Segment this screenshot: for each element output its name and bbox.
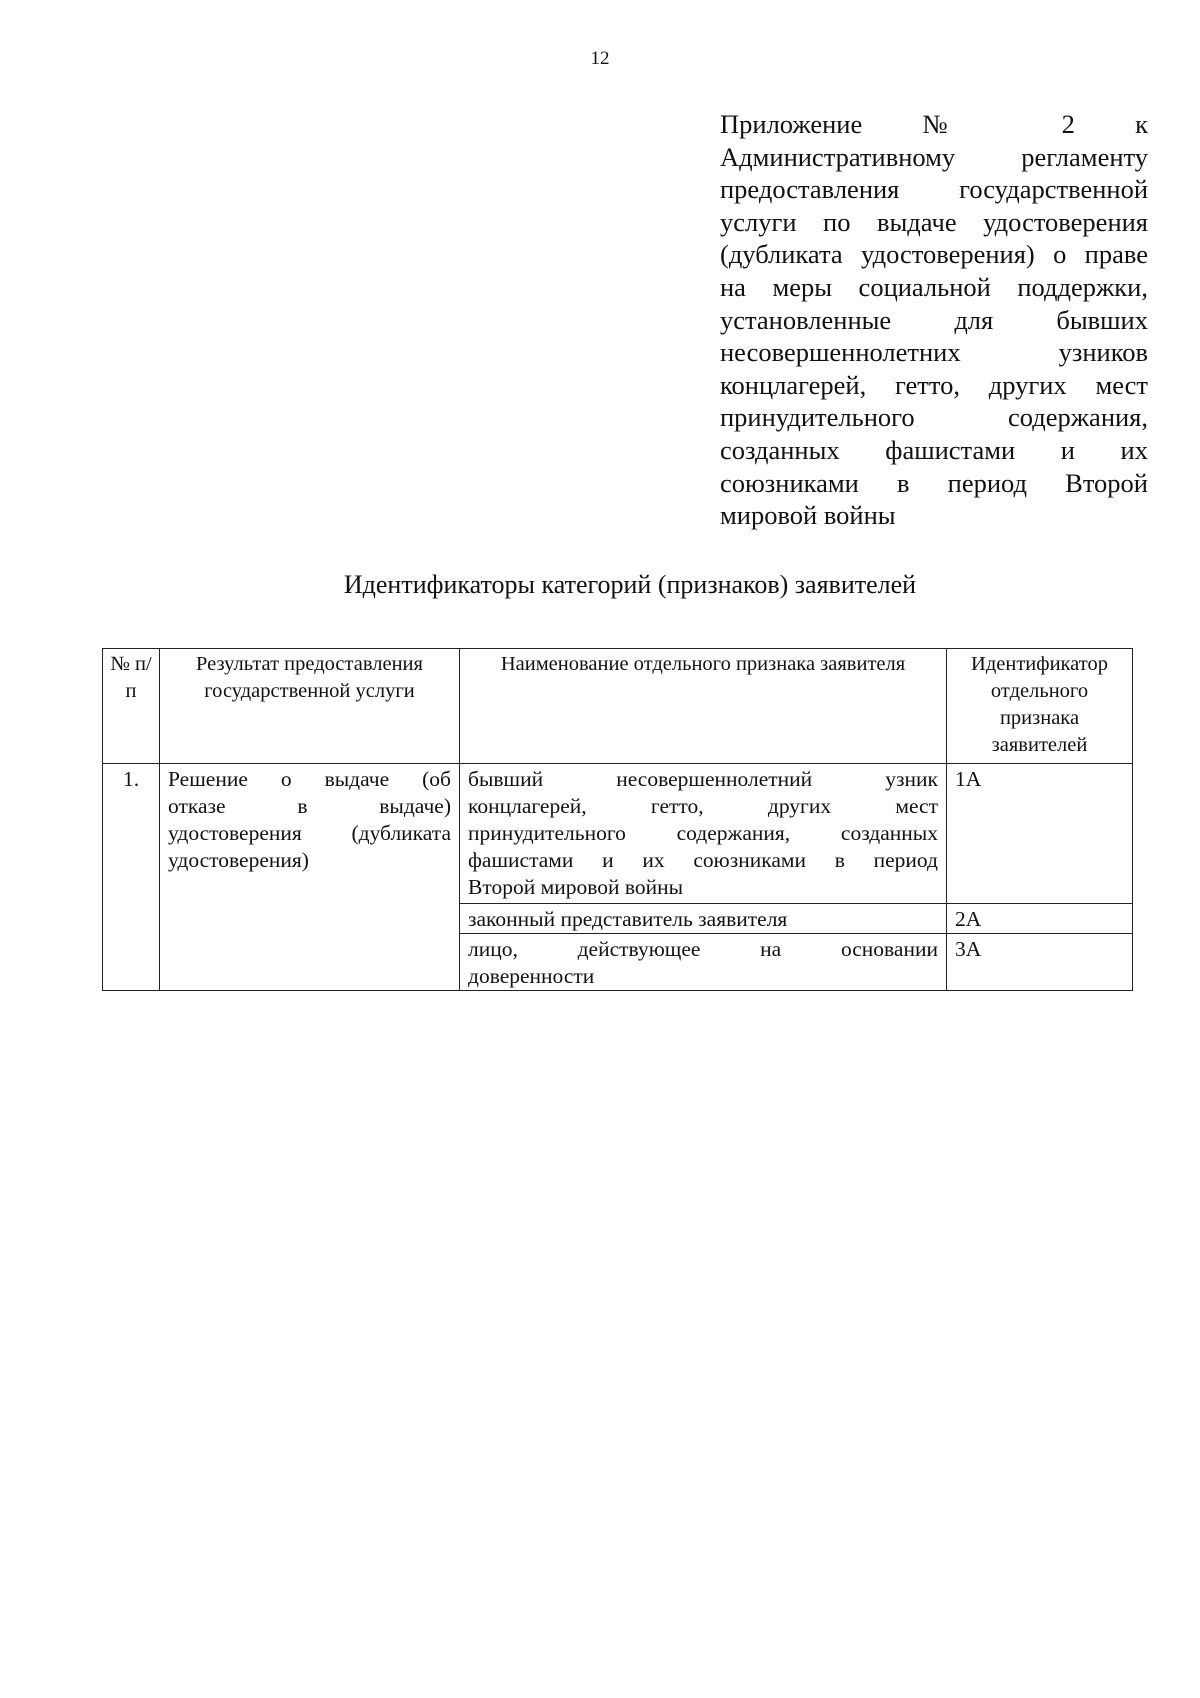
table-row [103, 764, 1133, 904]
appendix-line: Административному регламенту [720, 141, 1148, 172]
applicant-sign-id: 3А [947, 934, 1133, 991]
header-id: Идентификатор отдельного признака заявителей [947, 649, 1133, 764]
page-number: 12 [590, 48, 610, 69]
appendix-reference [720, 108, 1148, 532]
applicant-sign-name [460, 764, 947, 904]
row-result [160, 764, 460, 991]
sign-line: законный представитель заявителя [468, 907, 788, 931]
header-result: Результат предоставления государственной услуги [160, 649, 460, 764]
appendix-line: Приложение № 2 к [720, 109, 1148, 139]
applicant-sign-name [460, 904, 947, 934]
appendix-line: установленные для бывших [720, 304, 1148, 335]
result-line: отказе в выдаче) [168, 794, 451, 818]
applicant-sign-id: 2А [947, 904, 1133, 934]
applicant-sign-name [460, 934, 947, 991]
sign-line: доверенности [468, 964, 595, 988]
row-num: 1. [103, 764, 160, 991]
sign-line: лицо, действующее на основании [468, 937, 938, 961]
appendix-line: принудительного содержания, [720, 402, 1148, 433]
sign-line: концлагерей, гетто, других мест [468, 794, 938, 818]
result-line: Решение о выдаче (об [168, 767, 451, 791]
sign-line: принудительного содержания, созданных [468, 821, 938, 845]
document-title: Идентификаторы категорий (признаков) заявителей [343, 570, 917, 599]
appendix-line: услуги по выдаче удостоверения [720, 206, 1148, 237]
appendix-line: мировой войны [720, 500, 896, 531]
header-num: № п/п [103, 649, 160, 764]
table-header-row [103, 649, 1133, 764]
appendix-line: на меры социальной поддержки, [720, 271, 1148, 302]
applicant-identifiers-table [102, 648, 1133, 991]
result-line: удостоверения (дубликата [168, 821, 451, 845]
sign-line: бывший несовершеннолетний узник [468, 767, 938, 791]
appendix-line: предоставления государственной [720, 174, 1148, 205]
appendix-line: концлагерей, гетто, других мест [720, 369, 1148, 400]
appendix-line: созданных фашистами и их [720, 434, 1148, 465]
appendix-line: несовершеннолетних узников [720, 337, 1148, 368]
applicant-sign-id: 1А [947, 764, 1133, 904]
sign-line: фашистами и их союзниками в период [468, 848, 938, 872]
header-name: Наименование отдельного признака заявителя [460, 649, 947, 764]
appendix-line: (дубликата удостоверения) о праве [720, 239, 1148, 270]
sign-line: Второй мировой войны [468, 875, 684, 899]
result-line: удостоверения) [168, 848, 309, 872]
appendix-line: союзниками в период Второй [720, 467, 1148, 498]
